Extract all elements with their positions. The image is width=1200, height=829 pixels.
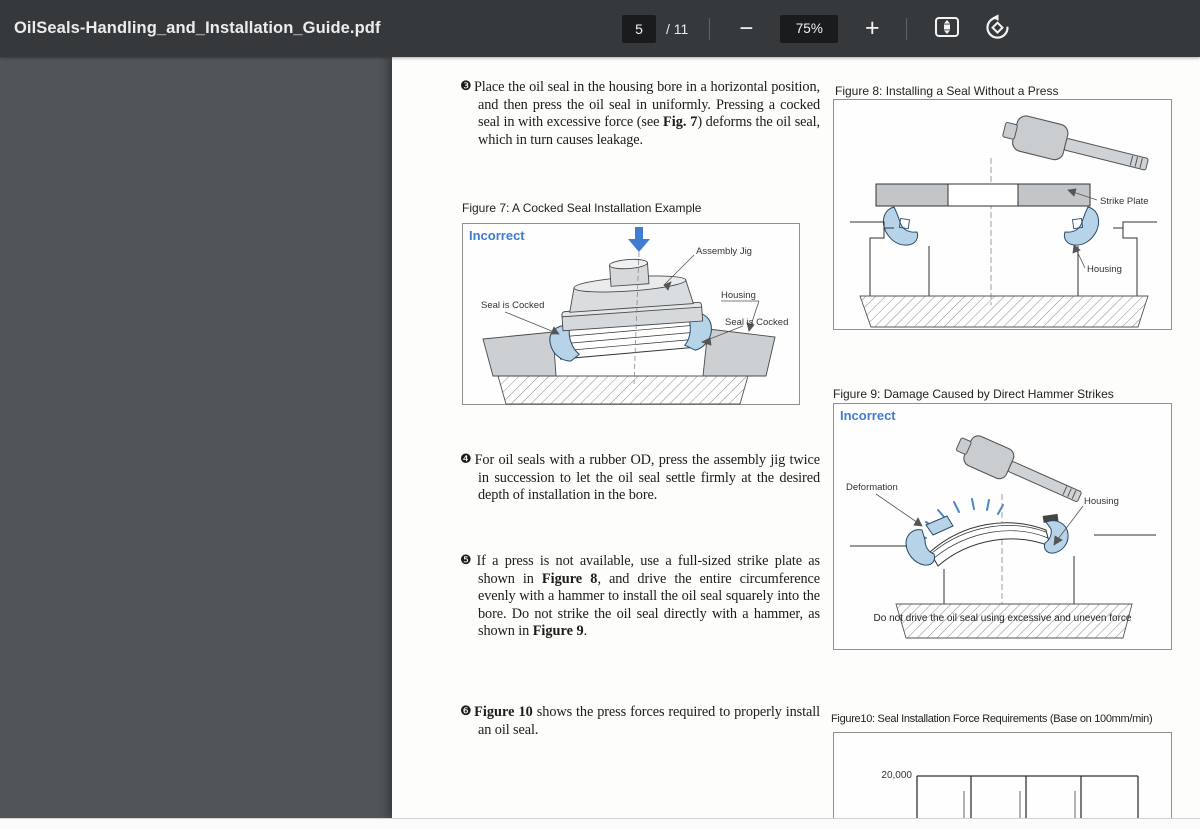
figure8-box [833,99,1172,330]
pdf-toolbar [0,0,1200,57]
page-count-label: / 11 [666,20,689,37]
zoom-level-display[interactable]: 75% [780,15,838,43]
figure9-title: Figure 9: Damage Caused by Direct Hammer Strikes [833,387,1114,401]
label-housing: Housing [721,290,756,301]
pdf-page [392,57,1200,818]
fit-to-page-icon [934,15,960,42]
horizontal-scrollbar[interactable] [0,818,1200,829]
paragraph-4: ❹ For oil seals with a rubber OD, press the assembly jig twice in succession to let the oil seal settle firmly at the desired depth of installation in the bore. [460,452,820,504]
toolbar-controls [622,0,1015,57]
label-strike-plate: Strike Plate [1100,196,1149,207]
paragraph-6: ❻ Figure 10 shows the press forces required to properly install an oil seal. [460,704,820,738]
toolbar-divider [709,18,710,40]
bullet-5: ❺ [460,553,475,568]
figure10-ytick-20000: 20,000 [881,770,912,781]
paragraph-3: ❸ Place the oil seal in the housing bore in a horizontal position, and then press the oil seal in uniformly. Pressing a cocked seal in with excessive force (see Fig. 7) deforms the oil seal, which in turn causes leakage. [460,79,821,148]
figure10-box [833,732,1172,818]
figure7-incorrect-tag: Incorrect [469,228,525,243]
label-seal-is-cocked-left: Seal is Cocked [481,300,545,311]
zoom-out-button[interactable]: − [728,11,764,47]
toolbar-divider [906,18,907,40]
bullet-4: ❹ [460,452,473,467]
label-housing: Housing [1087,264,1122,275]
figure8-illustration [834,100,1173,331]
page-number-input[interactable] [622,15,656,43]
figure8-title: Figure 8: Installing a Seal Without a Press [835,84,1059,98]
fit-to-page-button[interactable] [929,11,965,47]
label-housing: Housing [1084,496,1119,507]
paragraph-5: ❺ If a press is not available, use a full-sized strike plate as shown in Figure 8, and drive the entire circumference evenly with a hammer to install the oil seal squarely into the bore. Do not strike the oil seal directly with a hammer, as shown in Figure 9. [460,553,821,640]
document-area[interactable] [0,57,1200,818]
zoom-in-button[interactable]: + [854,11,890,47]
label-assembly-jig: Assembly Jig [696,246,752,257]
label-seal-is-cocked-right: Seal is Cocked [725,317,789,328]
document-title: OilSeals-Handling_and_Installation_Guide.pdf [14,19,381,37]
label-deformation: Deformation [846,482,898,493]
figure7-box [462,223,800,405]
figure7-title: Figure 7: A Cocked Seal Installation Example [462,201,702,215]
bullet-6: ❻ [460,704,473,719]
figure10-title: Figure10: Seal Installation Force Requirements (Base on 100mm/min) [831,713,1153,725]
figure9-incorrect-tag: Incorrect [840,408,896,423]
rotate-counterclockwise-button[interactable] [979,11,1015,47]
rotate-counterclockwise-icon [984,14,1011,44]
bullet-3: ❸ [460,79,472,94]
figure9-box [833,403,1172,650]
figure9-caption: Do not drive the oil seal using excessive and uneven force [873,613,1132,624]
